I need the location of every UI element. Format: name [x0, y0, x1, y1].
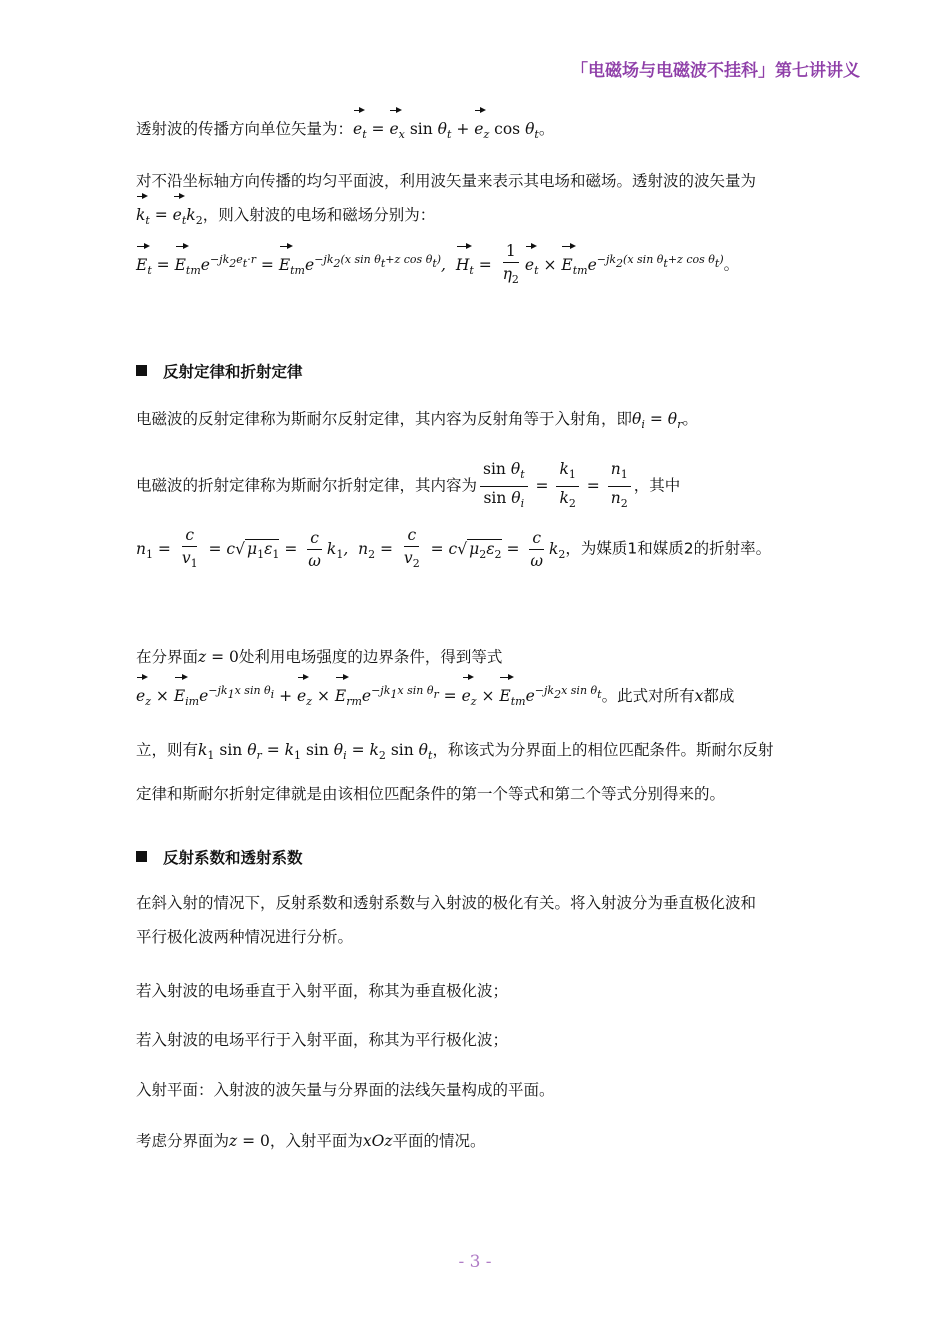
- formula-boundary-equation: $e_z \times E_{im}e^{-jk_1x sin \theta_i} + e_z \times E_{rm}e^{-jk_1x sin \theta_r} = e_z \times E_{tm}e^{-jk_2x sin \theta_t}$: [136, 687, 602, 705]
- paragraph-text: 立，则有: [136, 741, 199, 759]
- paragraph-incident-plane: 入射平面：入射波的波矢量与分界面的法线矢量构成的平面。: [136, 1081, 555, 1099]
- paragraph-text: ，入射平面为: [269, 1132, 363, 1150]
- paragraph-text: ，称该式为分界面上的相位匹配条件。斯耐尔反射: [432, 741, 774, 759]
- paragraph-text: ，则入射波的电场和磁场分别为：: [202, 206, 436, 224]
- section-title: 反射定律和折射定律: [163, 363, 303, 381]
- paragraph-refractive-index: [136, 524, 866, 575]
- section-heading-coefficients: [136, 846, 303, 868]
- paragraph-text: 在分界面: [136, 648, 199, 666]
- paragraph-consider: 考虑分界面为z = 0，入射平面为xOz平面的情况。: [136, 1132, 486, 1150]
- header-title: 「电磁场与电磁波不挂科」第七讲讲义: [571, 61, 860, 81]
- paragraph-text: 。此式对所有: [601, 687, 695, 705]
- paragraph-text: 考虑分界面为: [136, 1132, 230, 1150]
- paragraph-text: 平行极化波两种情况进行分析。: [136, 928, 354, 946]
- section-title: 反射系数和透射系数: [163, 849, 303, 867]
- paragraph-text: 电磁波的折射定律称为斯耐尔折射定律，其内容为: [136, 476, 478, 495]
- paragraph-text: ，为媒质1和媒质2的折射率。: [565, 539, 772, 558]
- paragraph-text: 平面的情况。: [392, 1132, 486, 1150]
- formula-transmitted-fields: $E_t = E_{tm}e^{-jk_2e_t\cdot r} = E_{tm}e^{-jk_2(x sin \theta_t+z cos \theta_t)}$, $H_t$ = $\frac{1}{\eta_2}$ $e_t \times E_{tm}e^{-jk_2(x sin \theta_t+z cos \theta_t)}$。: [136, 242, 740, 286]
- paragraph-text: 都成: [703, 687, 735, 705]
- formula-wave-vector: $k_t = e_tk_2$: [136, 206, 203, 224]
- paragraph-reflection-law: 电磁波的反射定律称为斯耐尔反射定律，其内容为反射角等于入射角，即$\theta_i = \theta_r$。: [136, 410, 698, 431]
- page-number: - 3 -: [458, 1252, 492, 1272]
- paragraph-text: 对不沿坐标轴方向传播的均匀平面波，利用波矢量来表示其电场和磁场。透射波的波矢量为: [136, 172, 757, 190]
- formula-refractive-index: $n_1$ = $\frac{c}{v_1}$ = c√ $\mu_1\varepsilon_1$ = $\frac{c}{\omega}$ $k_1$, $n_2$ = $\frac{c}{v_2}$ = c√ $\mu_2\varepsilon_2$ = $\frac{c}{\omega}$ $k_2$: [136, 526, 566, 570]
- square-bullet-icon: [136, 365, 147, 376]
- paragraph-text: 定律和斯耐尔折射定律就是由该相位匹配条件的第一个等式和第二个等式分别得来的。: [136, 785, 726, 803]
- paragraph-refraction-law: [136, 458, 866, 515]
- formula-phase-match: $k_1$ $\sin \theta_r = k_1$ $\sin \theta_i = k_2$ $\sin \theta_t$: [198, 741, 433, 762]
- paragraph-text: 在斜入射的情况下，反射系数和透射系数与入射波的极化有关。将入射波分为垂直极化波和: [136, 894, 757, 912]
- section-heading-laws: [136, 360, 303, 382]
- paragraph-text: 处利用电场强度的边界条件，得到等式: [238, 648, 503, 666]
- paragraph-text: ，其中: [633, 476, 681, 495]
- square-bullet-icon: [136, 851, 147, 862]
- paragraph-text: 透射波的传播方向单位矢量为：: [136, 120, 354, 138]
- formula-unit-vector: $e_t = e_x$ $\sin \theta_t + e_z$ $\cos \theta_t$: [353, 120, 539, 138]
- paragraph-perpendicular: 若入射波的电场垂直于入射平面，称其为垂直极化波；: [136, 982, 509, 1000]
- paragraph-wave-vector: [136, 164, 866, 238]
- paragraph-transmitted-direction: 透射波的传播方向单位矢量为：$e_t = e_x$ $\sin \theta_t + e_z$ $\cos \theta_t$。: [136, 112, 866, 152]
- paragraph-text: 电磁波的反射定律称为斯耐尔反射定律，其内容为反射角等于入射角，即: [136, 410, 633, 428]
- formula-snell: $\frac{\sin \theta_t}{\sin \theta_i}$ = $\frac{k_1}{k_2}$ = $\frac{n_1}{n_2}$: [477, 477, 634, 495]
- paragraph-boundary-condition: 在分界面z = 0处利用电场强度的边界条件，得到等式 $e_z \times E_{im}e^{-jk_1x sin \theta_i} + e_z \times E_{rm}e^{-jk_1x sin \theta_r} = e_z \times E_{tm}e^{-jk_2x sin \theta_t}$。此式对所有x都成 立，则有$k_1$ $\sin \theta_r = k_1$ $\sin \theta_i = k_2$ $\sin \theta_t$，称该式为分界面上的相位匹配条件。斯耐尔反射 定律和斯耐尔折射定律就是由该相位匹配条件的第一个等式和第二个等式分别得来的。: [136, 640, 866, 811]
- paragraph-parallel: 若入射波的电场平行于入射平面，称其为平行极化波；: [136, 1031, 509, 1049]
- paragraph-oblique-incidence: [136, 886, 866, 954]
